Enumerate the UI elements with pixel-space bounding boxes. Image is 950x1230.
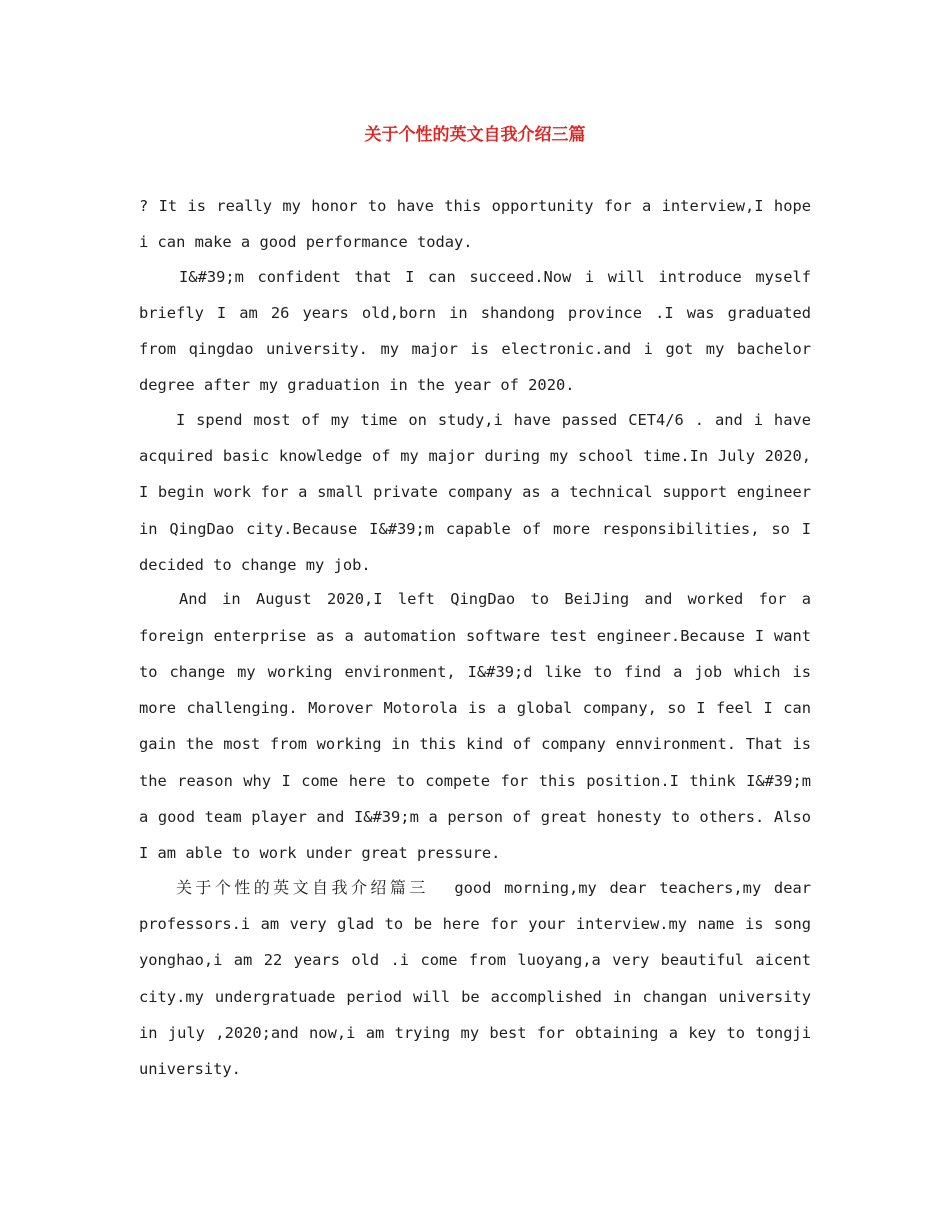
document-body: [139, 188, 811, 1085]
paragraph-beijing: And in August 2020,I left QingDao to BeiJing and worked for a foreign enterprise as a automation software test engineer.Because I want to change my working environment, I&#39;d like to find a job which is more challenging. Morover Motorola is a global company, so I feel I can gain the most from working in this kind of company ennvironment. That is the reason why I come here to compete for this position.I think I&#39;m a good team player and I&#39;m a person of great honesty to others. Also I am able to work under great pressure.: [139, 590, 811, 863]
paragraph-confident: I&#39;m confident that I can succeed.Now i will introduce myself briefly I am 26 years old,born in shandong province .I was graduated from qingdao university. my major is electronic.and i got my bachelor degree after my graduation in the year of 2020.: [139, 267, 811, 395]
paragraph-section3: [139, 870, 811, 1088]
paragraph-intro: ? It is really my honor to have this opportunity for a interview,I hope i can make a good performance today.: [139, 197, 811, 252]
paragraph-study: I spend most of my time on study,i have passed CET4/6 . and i have acquired basic knowledge of my major during my school time.In July 2020, I begin work for a small private company as a technical support engineer in QingDao city.Because I&#39;m capable of more responsibilities, so I decided to change my job.: [139, 410, 811, 574]
section3-heading: 关于个性的英文自我介绍篇三: [175, 877, 429, 897]
document-title: 关于个性的英文自我介绍三篇: [364, 125, 586, 145]
section3-text: good morning,my dear teachers,my dear professors.i am very glad to be here for your interview.my name is song yonghao,i am 22 years old .i come from luoyang,a very beautiful aicent city.my undergratuade period will be accomplished in changan university in july ,2020;and now,i am trying my best for obtaining a key to tongji university.: [139, 878, 811, 1079]
